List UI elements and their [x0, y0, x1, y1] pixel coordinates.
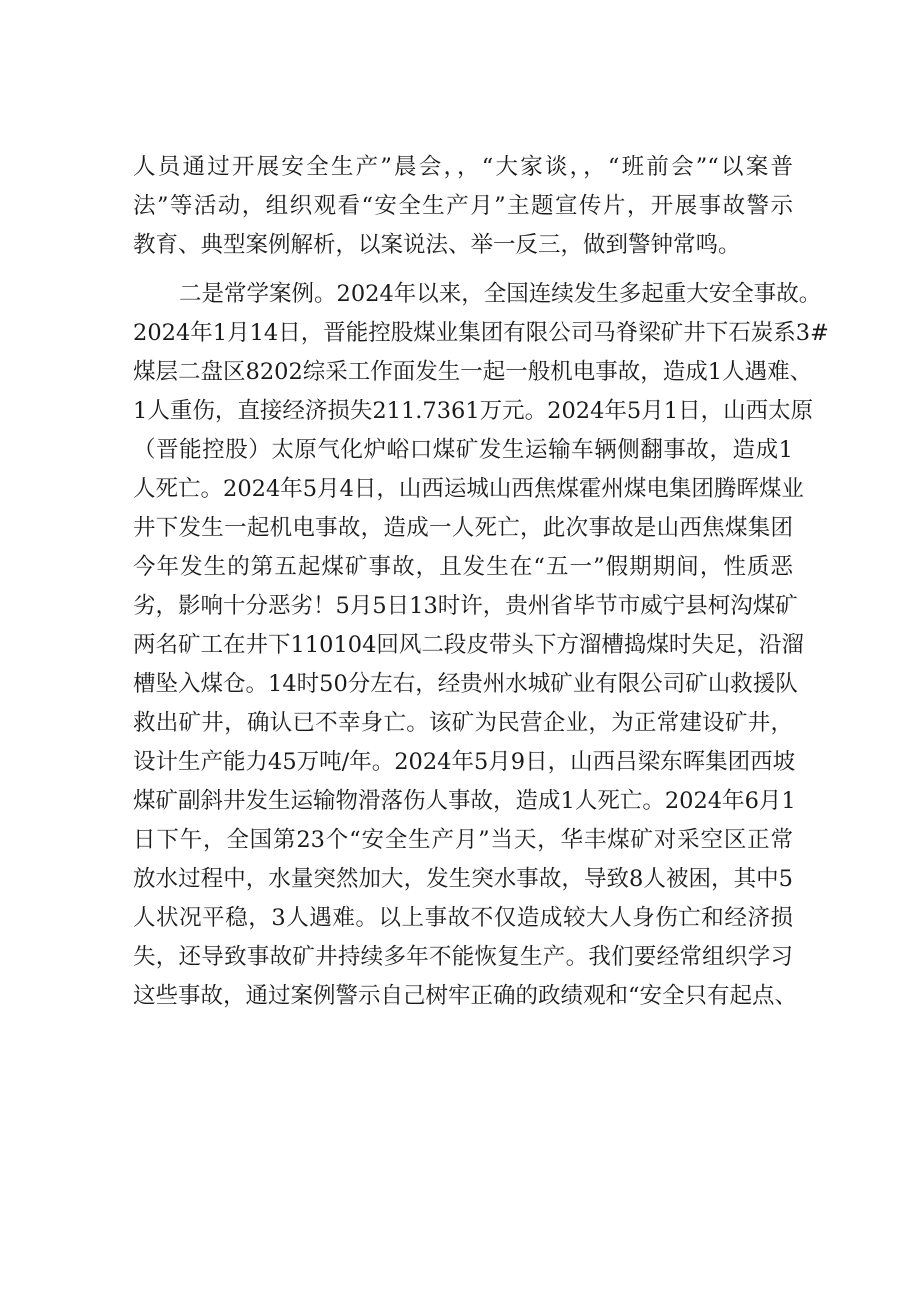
text-line: 放水过程中，水量突然加大，发生突水事故，导致8人被困，其中5: [133, 866, 793, 892]
text-line: 劣，影响十分恶劣！5月5日13时许，贵州省毕节市威宁县柯沟煤矿: [133, 593, 798, 619]
text-line: 人死亡。2024年5月4日，山西运城山西焦煤霍州煤电集团腾晖煤业: [133, 476, 804, 502]
text-line: 井下发生一起机电事故，造成一人死亡，此次事故是山西焦煤集团: [133, 515, 793, 541]
text-line: 两名矿工在井下110104回风二段皮带头下方溜槽捣煤时失足，沿溜: [133, 632, 804, 658]
text-line: 人状况平稳，3人遇难。以上事故不仅造成较大人身伤亡和经济损: [133, 905, 793, 931]
text-line: 今年发生的第五起煤矿事故，且发生在“五一”假期期间，性质恶: [133, 554, 793, 580]
paragraph-2: [133, 275, 829, 1016]
text-line: 煤层二盘区8202综采工作面发生一起一般机电事故，造成1人遇难、: [133, 359, 813, 385]
text-line: 失，还导致事故矿井持续多年不能恢复生产。我们要经常组织学习: [133, 944, 793, 970]
text-line: 人员通过开展安全生产”晨会，，“大家谈，，“班前会”“以案普: [133, 154, 793, 180]
text-line: 槽坠入煤仓。14时50分左右，经贵州水城矿业有限公司矿山救援队: [133, 671, 798, 697]
text-line: 法”等活动，组织观看“安全生产月”主题宣传片，开展事故警示: [133, 193, 793, 219]
body-text: [133, 148, 829, 1016]
text-line: 1人重伤，直接经济损失211.7361万元。2024年5月1日，山西太原: [133, 398, 814, 424]
paragraph-gap: [133, 265, 793, 275]
text-line: 设计生产能力45万吨/年。2024年5月9日，山西吕梁东晖集团西坡: [133, 749, 796, 775]
text-line: 二是常学案例。2024年以来，全国连续发生多起重大安全事故。: [179, 281, 822, 307]
text-line: 煤矿副斜井发生运输物滑落伤人事故，造成1人死亡。2024年6月1: [133, 788, 796, 814]
text-line: 日下午，全国第23个“安全生产月”当天，华丰煤矿对采空区正常: [133, 827, 793, 853]
text-line: 教育、典型案例解析，以案说法、举一反三，做到警钟常鸣。: [133, 232, 741, 258]
paragraph-1: [133, 148, 793, 265]
text-line: 救出矿井，确认已不幸身亡。该矿为民营企业，为正常建设矿井，: [133, 710, 793, 736]
text-line: 2024年1月14日，晋能控股煤业集团有限公司马脊梁矿井下石炭系3#: [133, 320, 829, 346]
text-line: （晋能控股）太原气化炉峪口煤矿发生运输车辆侧翻事故，造成1: [133, 437, 793, 463]
text-line: 这些事故，通过案例警示自己树牢正确的政绩观和“安全只有起点、: [133, 983, 798, 1009]
